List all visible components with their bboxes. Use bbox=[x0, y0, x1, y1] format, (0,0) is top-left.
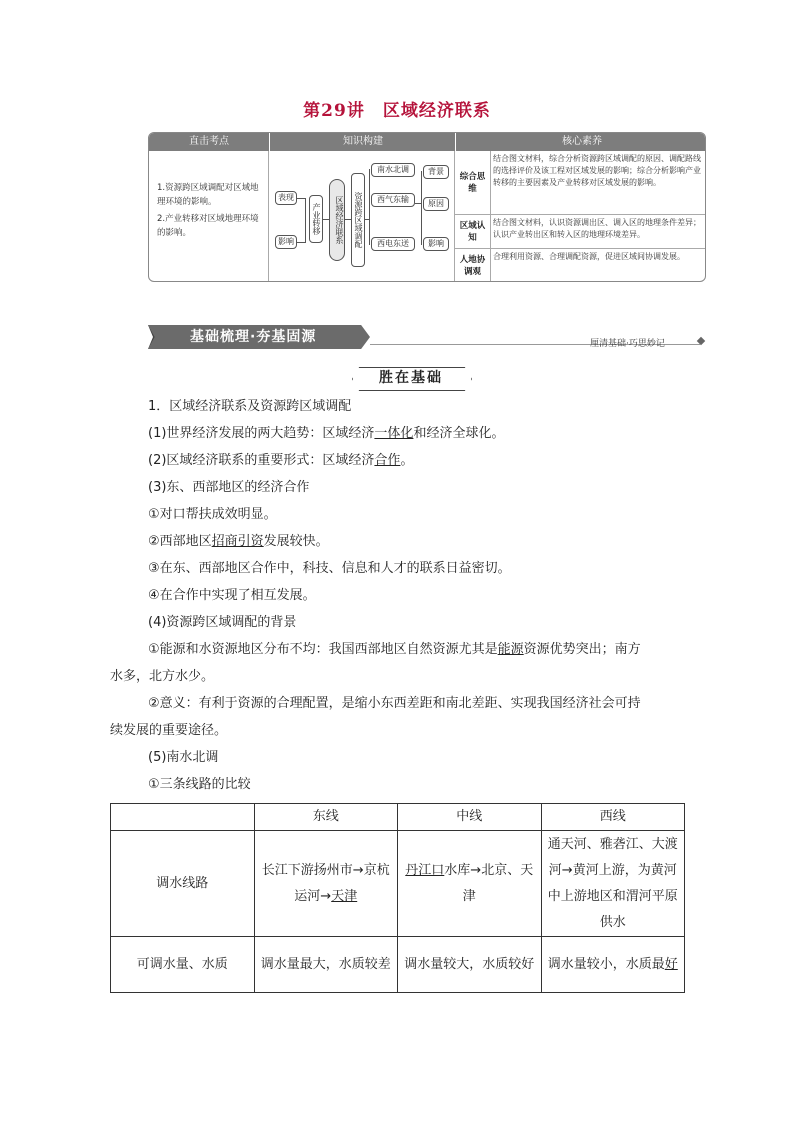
paragraph: ③在东、西部地区合作中，科技、信息和人才的联系日益密切。 bbox=[148, 561, 511, 576]
paragraph: (2)区域经济联系的重要形式：区域经济合作。 bbox=[148, 453, 414, 468]
paragraph: (3)东、西部地区的经济合作 bbox=[148, 480, 310, 495]
paragraph: ①能源和水资源地区分布不均：我国西部地区自然资源尤其是能源资源优势突出；南方 bbox=[148, 642, 641, 657]
table-row bbox=[111, 937, 685, 993]
header-kaodian: 直击考点 bbox=[149, 133, 269, 151]
core-row bbox=[455, 249, 706, 282]
table-cell: 调水量较小，水质最好 bbox=[541, 937, 685, 993]
mm-node: 西电东送 bbox=[371, 237, 415, 251]
mm-node: 表现 bbox=[275, 191, 297, 205]
page-title: 第29讲 区域经济联系 bbox=[303, 101, 491, 121]
table-cell: 调水量较大，水质较好 bbox=[398, 937, 542, 993]
table-cell: 调水线路 bbox=[111, 831, 255, 937]
paragraph: ②西部地区招商引资发展较快。 bbox=[148, 534, 329, 549]
core-label: 人地协调观 bbox=[455, 249, 491, 282]
paragraph: (1)世界经济发展的两大趋势：区域经济一体化和经济全球化。 bbox=[148, 426, 505, 441]
table-header: 东线 bbox=[254, 804, 398, 831]
section-banner-text: 基础梳理·夯基固源 bbox=[190, 329, 317, 345]
core-label: 综合思维 bbox=[455, 151, 491, 214]
table-header: 中线 bbox=[398, 804, 542, 831]
mm-node: 南水北调 bbox=[371, 163, 415, 177]
mm-node: 资源跨区域调配 bbox=[351, 173, 365, 267]
core-text: 合理利用资源、合理调配资源，促进区域间协调发展。 bbox=[493, 252, 685, 261]
comparison-table bbox=[110, 803, 685, 993]
paragraph: ②意义：有利于资源的合理配置，是缩小东西差距和南北差距、实现我国经济社会可持 bbox=[148, 696, 641, 711]
core-label: 区域认知 bbox=[455, 215, 491, 248]
table-header bbox=[111, 804, 255, 831]
core-row bbox=[455, 215, 706, 249]
suyang-column bbox=[455, 151, 706, 281]
paragraph: ④在合作中实现了相互发展。 bbox=[148, 588, 316, 603]
core-row bbox=[455, 151, 706, 215]
mm-center: 区域经济联系 bbox=[329, 179, 345, 261]
paragraph: (5)南水北调 bbox=[148, 750, 219, 765]
paragraph: ①三条线路的比较 bbox=[148, 777, 251, 792]
core-text: 结合图文材料，综合分析资源跨区域调配的原因、调配路线的选择评价及该工程对区域发展的影响；综合分析影响产业转移的主要因素及产业转移对区域发展的影响。 bbox=[493, 154, 701, 187]
heading-1: 1．区域经济联系及资源跨区域调配 bbox=[148, 399, 352, 414]
mm-node: 原因 bbox=[423, 197, 449, 211]
mm-node: 西气东输 bbox=[371, 193, 415, 207]
paragraph: ①对口帮扶成效明显。 bbox=[148, 507, 277, 522]
table-cell: 通天河、雅砻江、大渡河→黄河上游，为黄河中上游地区和渭河平原供水 bbox=[541, 831, 685, 937]
table-row bbox=[111, 804, 685, 831]
banner-subtitle: 厘清基础·巧思妙记 bbox=[590, 339, 665, 349]
mm-node: 影响 bbox=[275, 235, 297, 249]
table-cell: 丹江口水库→北京、天津 bbox=[398, 831, 542, 937]
table-cell: 长江下游扬州市→京杭运河→天津 bbox=[254, 831, 398, 937]
kaodian-column bbox=[149, 151, 269, 281]
table-cell: 调水量最大，水质较差 bbox=[254, 937, 398, 993]
table-row bbox=[111, 831, 685, 937]
mindmap-column bbox=[269, 151, 455, 281]
overview-box bbox=[148, 132, 706, 282]
header-suyang: 核心素养 bbox=[455, 133, 706, 151]
kaodian-item: 1.资源跨区域调配对区域地理环境的影响。 bbox=[157, 183, 259, 207]
core-text: 结合图文材料，认识资源调出区、调入区的地理条件差异；认识产业转出区和转入区的地理环境差异。 bbox=[493, 218, 701, 239]
kaodian-item: 2.产业转移对区域地理环境的影响。 bbox=[157, 214, 259, 238]
header-zhishi: 知识构建 bbox=[269, 133, 456, 151]
paragraph: 水多，北方水少。 bbox=[110, 669, 215, 684]
table-header: 西线 bbox=[541, 804, 685, 831]
subheading: 胜在基础 bbox=[379, 370, 443, 386]
mm-node: 产业转移 bbox=[309, 195, 323, 243]
mm-node: 背景 bbox=[423, 165, 449, 179]
paragraph: 续发展的重要途径。 bbox=[110, 723, 228, 738]
paragraph: (4)资源跨区域调配的背景 bbox=[148, 615, 297, 630]
table-cell: 可调水量、水质 bbox=[111, 937, 255, 993]
mm-node: 影响 bbox=[423, 237, 449, 251]
